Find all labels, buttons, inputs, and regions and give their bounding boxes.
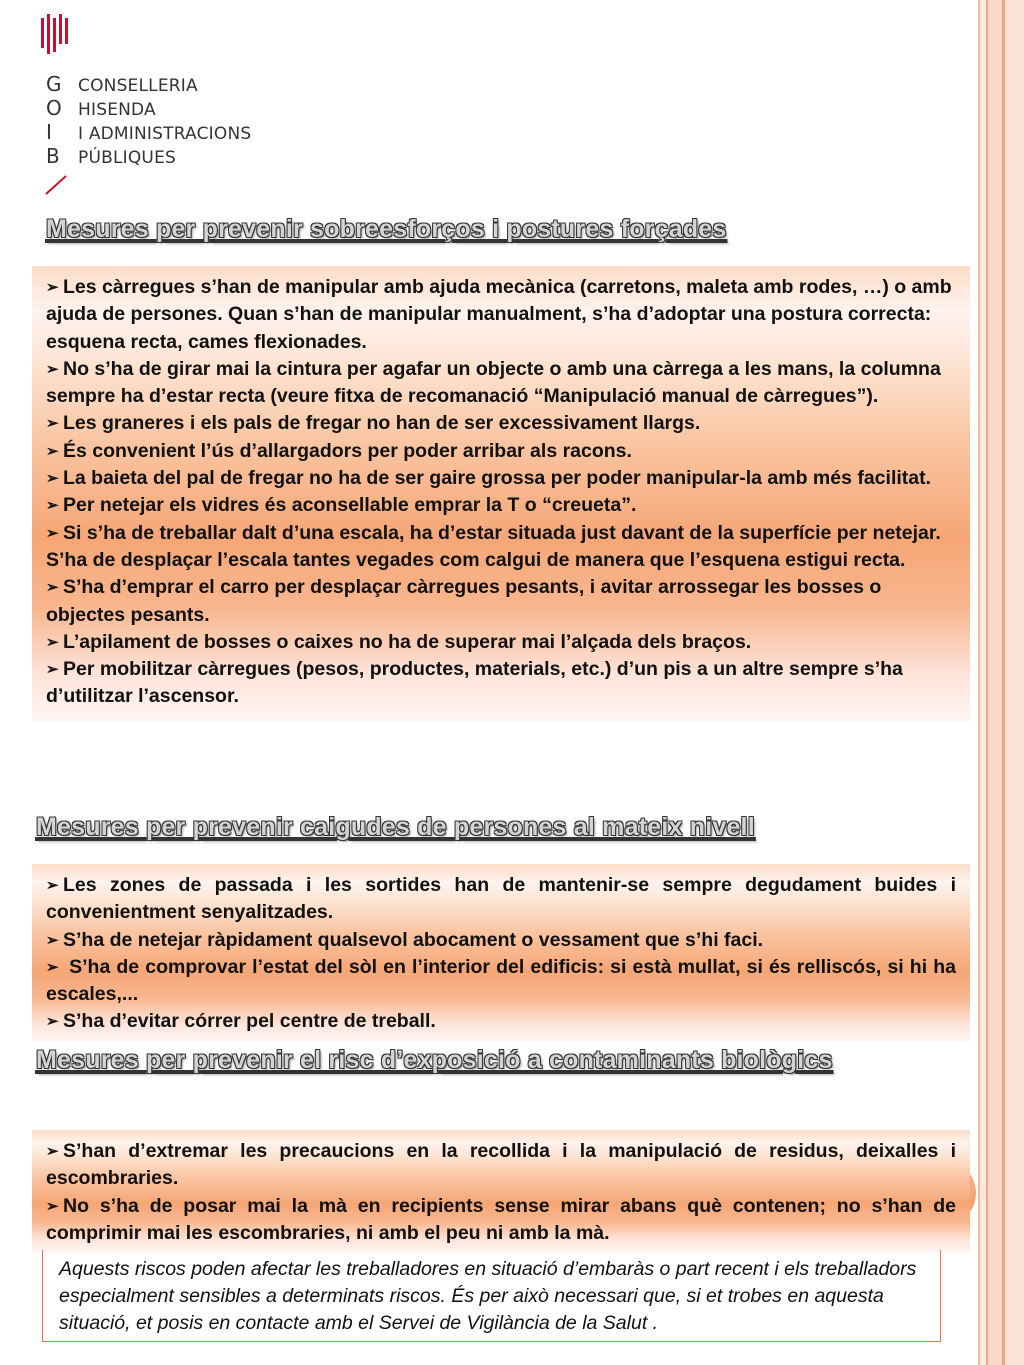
department-line: I ADMINISTRACIONS — [78, 124, 252, 144]
list-item-text: S’han d’extremar les precaucions en la recollida i la manipulació de residus, deixalles i escombraries. — [46, 1140, 956, 1190]
list-item — [46, 1193, 956, 1248]
list-item-text: Les càrregues s’han de manipular amb ajuda mecànica (carretons, maleta amb rodes, …) o amb ajuda de persones. Quan s’han de manipular manualment, s’ha d’adoptar una postura correcta: esquena recta, cames flexionades. — [46, 276, 952, 353]
list-item — [46, 1008, 956, 1035]
list-item — [46, 438, 961, 465]
list-item-text: No s’ha de girar mai la cintura per agafar un objecte o amb una càrrega a les mans, la columna sempre ha d’estar recta (veure fitxa de recomanació “Manipulació manual de càrregues”). — [46, 357, 941, 408]
arrow-bullet-icon: ➢ — [46, 497, 59, 515]
arrow-bullet-icon: ➢ — [46, 579, 59, 597]
list-item-text: No s’ha de posar mai la mà en recipients sense mirar abans què contenen; no s’han de comprimir mai les escombraries, ni amb el peu ni amb la mà. — [46, 1194, 956, 1244]
arrow-bullet-icon: ➢ — [46, 931, 59, 949]
section-title-caigudes: Mesures per prevenir caigudes de persones al mateix nivell — [36, 813, 755, 841]
list-item — [46, 465, 961, 492]
goib-bars-icon — [40, 14, 68, 58]
list-item — [46, 629, 961, 656]
arrow-bullet-icon: ➢ — [46, 524, 59, 542]
list-item-text: S’ha de comprovar l’estat del sòl en l’interior del edificis: si està mullat, si és relliscós, si hi ha escales,... — [46, 955, 956, 1006]
arrow-bullet-icon: ➢ — [46, 1197, 59, 1215]
list-item — [46, 656, 961, 711]
department-name — [78, 74, 251, 170]
slash-icon — [44, 174, 68, 196]
goib-logo — [38, 14, 278, 194]
list-item-text: Per netejar els vidres és aconsellable emprar la T o “creueta”. — [63, 494, 637, 517]
list-item-text: S’ha d’evitar córrer pel centre de treball. — [63, 1010, 436, 1033]
list-item — [46, 574, 961, 629]
list-item-text: La baieta del pal de fregar no ha de ser gaire grossa per poder manipular-la amb més facilitat. — [63, 467, 932, 490]
footnote-box — [42, 1250, 941, 1342]
arrow-bullet-icon: ➢ — [46, 360, 59, 378]
arrow-bullet-icon: ➢ — [46, 1013, 59, 1031]
section-list-contaminants — [46, 1138, 956, 1247]
section-title-sobreesforcos: Mesures per prevenir sobreesforços i postures forçades — [46, 215, 727, 243]
arrow-bullet-icon: ➢ — [46, 415, 59, 433]
section-list-sobreesforcos — [46, 274, 961, 711]
list-item — [46, 954, 956, 1009]
list-item — [46, 274, 961, 356]
list-item — [46, 927, 956, 954]
arrow-bullet-icon: ➢ — [46, 958, 59, 976]
logo-letter: B — [46, 144, 60, 168]
list-item — [46, 492, 961, 519]
list-item — [46, 410, 961, 437]
list-item-text: Les graneres i els pals de fregar no han de ser excessivament llargs. — [63, 412, 701, 435]
list-item — [46, 356, 961, 411]
logo-letters — [46, 72, 62, 168]
list-item-text: S’ha de netejar ràpidament qualsevol abocament o vessament que s’hi faci. — [63, 928, 764, 951]
department-line: CONSELLERIA — [78, 76, 198, 96]
arrow-bullet-icon: ➢ — [46, 279, 59, 296]
list-item-text: L’apilament de bosses o caixes no ha de superar mai l’alçada dels braços. — [63, 630, 752, 653]
list-item — [46, 1138, 956, 1193]
arrow-bullet-icon: ➢ — [46, 877, 59, 894]
arrow-bullet-icon: ➢ — [46, 442, 59, 460]
list-item-text: És convenient l’ús d’allargadors per poder arribar als racons. — [63, 439, 632, 462]
list-item — [46, 872, 956, 927]
section-list-caigudes — [46, 872, 956, 1036]
list-item-text: Si s’ha de treballar dalt d’una escala, ha d’estar situada just davant de la superfície per netejar. S’ha de desplaçar l’escala tantes vegades com calgui de manera que l’esquena estigui recta. — [46, 521, 941, 571]
department-line: HISENDA — [78, 100, 156, 120]
list-item-text: Per mobilitzar càrregues (pesos, productes, materials, etc.) d’un pis a un altre sempre s’ha d’utilitzar l’ascensor. — [46, 658, 903, 708]
logo-letter: I — [46, 120, 52, 144]
list-item-text: S’ha d’emprar el carro per desplaçar càrregues pesants, i avitar arrossegar les bosses o objectes pesants. — [46, 576, 882, 626]
arrow-bullet-icon: ➢ — [46, 633, 59, 651]
decorative-stripes — [972, 0, 1024, 1365]
logo-letter: O — [46, 96, 62, 120]
list-item-text: Les zones de passada i les sortides han de mantenir-se sempre degudament buides i convenientment senyalitzades. — [46, 874, 956, 924]
logo-letter: G — [46, 72, 62, 96]
department-line: PÚBLIQUES — [78, 148, 176, 168]
section-title-contaminants-biologics: Mesures per prevenir el risc d’exposició a contaminants biològics — [36, 1046, 833, 1074]
arrow-bullet-icon: ➢ — [46, 1143, 59, 1160]
arrow-bullet-icon: ➢ — [46, 470, 59, 488]
arrow-bullet-icon: ➢ — [46, 661, 59, 679]
footnote-text: Aquests riscos poden afectar les treballadores en situació d’embaràs o part recent i els treballadors especialment sensibles a determinats riscos. És per això necessari que, si et trobes en aquesta situació, et posis en contacte amb el Servei de Vigilància de la Salut . — [59, 1258, 917, 1334]
list-item — [46, 520, 961, 575]
